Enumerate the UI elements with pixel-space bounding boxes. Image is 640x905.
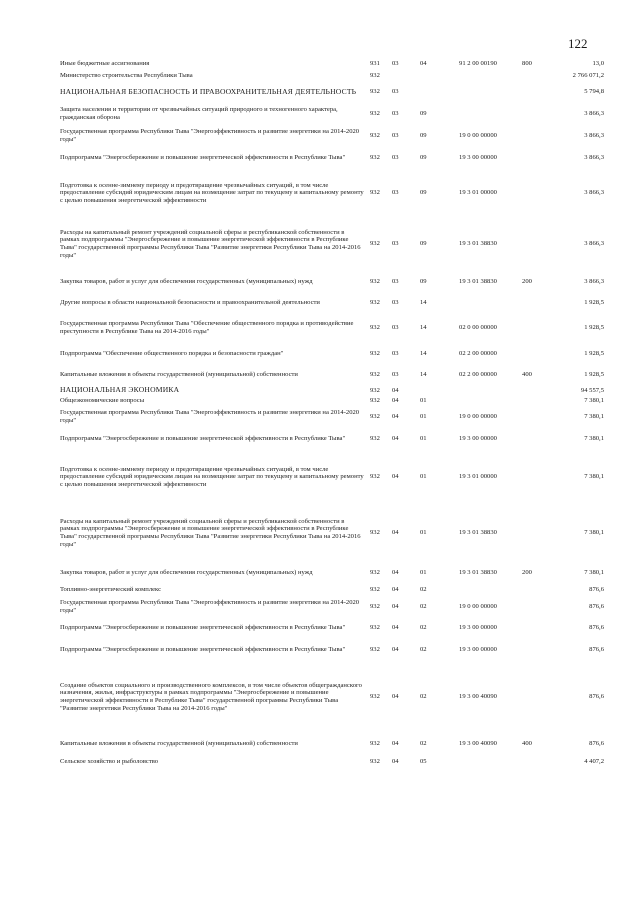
row-name-cell: Подготовка к осенне-зимнему периоду и предотвращение чрезвычайных ситуаций, в том числе предоставление субсидий юридическим лицам на возмещение затрат по текущему и капитальному ремонту с целью повышения энергетической эффективности xyxy=(60,181,364,204)
row-name-cell: Подготовка к осенне-зимнему периоду и предотвращение чрезвычайных ситуаций, в том числе предоставление субсидий юридическим лицам на возмещение затрат по текущему и капитальному ремонту с целью повышения энергетической эффективности xyxy=(60,465,364,488)
row-rz-cell: 03 xyxy=(392,110,399,118)
row-vr-cell xyxy=(512,428,542,450)
row-gr-cell: 932 xyxy=(370,569,380,577)
row-gr-cell: 932 xyxy=(370,371,380,379)
row-rz-cell: 03 xyxy=(392,324,399,332)
row-vr-cell xyxy=(512,103,542,125)
table-body xyxy=(60,58,606,768)
row-vr-cell xyxy=(512,217,542,271)
row-pr-cell: 14 xyxy=(420,324,427,332)
table-row xyxy=(60,406,606,428)
row-sum-cell: 7 380,1 xyxy=(584,435,604,443)
row-vr-cell xyxy=(512,385,542,396)
table-row xyxy=(60,103,606,125)
row-name-cell: Подпрограмма "Энергосбережение и повышение энергетической эффективности в Республике Тыва" xyxy=(60,624,346,632)
row-sum-cell: 3 866,3 xyxy=(584,278,604,286)
row-vr-cell xyxy=(512,313,542,343)
row-name-cell: Государственная программа Республики Тыва "Обеспечение общественного порядка и противодействие преступности в Республике Тыва на 2014-2016 годы" xyxy=(60,320,354,335)
row-vr-cell xyxy=(512,406,542,428)
row-csr-cell: 19 3 01 38830 xyxy=(459,529,497,537)
row-vr-cell xyxy=(512,504,542,562)
row-rz-cell: 04 xyxy=(392,693,399,701)
row-vr-cell xyxy=(512,147,542,169)
row-rz-cell: 04 xyxy=(392,603,399,611)
table-row xyxy=(60,125,606,147)
row-gr-cell: 932 xyxy=(370,189,380,197)
row-csr-cell xyxy=(444,103,512,125)
row-rz-cell: 04 xyxy=(392,758,399,766)
row-name-cell: Закупка товаров, работ и услуг для обеспечения государственных (муниципальных) нужд xyxy=(60,278,313,286)
row-gr-cell: 932 xyxy=(370,240,380,248)
row-vr-cell xyxy=(512,70,542,81)
row-sum-cell: 876,6 xyxy=(589,646,604,654)
row-csr-cell: 19 3 01 00000 xyxy=(459,473,497,481)
row-name-cell: Государственная программа Республики Тыва "Энергоэффективность и развитие энергетики на 2014-2020 годы" xyxy=(60,599,360,614)
row-csr-cell: 19 0 00 00000 xyxy=(459,132,497,140)
row-pr-cell: 01 xyxy=(420,435,427,443)
table-row xyxy=(60,618,606,638)
row-csr-cell: 02 2 00 00000 xyxy=(459,371,497,379)
row-rz-cell: 04 xyxy=(392,397,399,405)
row-pr-cell: 01 xyxy=(420,473,427,481)
row-pr-cell: 02 xyxy=(420,624,427,632)
row-sum-cell: 1 928,5 xyxy=(584,350,604,358)
table-row xyxy=(60,504,606,562)
row-sum-cell: 3 866,3 xyxy=(584,240,604,248)
row-gr-cell: 932 xyxy=(370,110,380,118)
row-pr-cell xyxy=(420,81,444,103)
row-vr-cell: 200 xyxy=(522,278,532,286)
row-csr-cell xyxy=(444,584,512,596)
row-name-cell: Подпрограмма "Энергосбережение и повышение энергетической эффективности в Республике Тыва" xyxy=(60,646,346,654)
row-name-cell: Капитальные вложения в объекты государственной (муниципальной) собственности xyxy=(60,371,298,379)
row-csr-cell: 19 3 00 40090 xyxy=(459,740,497,748)
row-csr-cell xyxy=(444,385,512,396)
row-pr-cell: 14 xyxy=(420,371,427,379)
row-name-cell: Подпрограмма "Энергосбережение и повышение энергетической эффективности в Республике Тыва" xyxy=(60,154,346,162)
row-sum-cell: 7 380,1 xyxy=(584,529,604,537)
row-vr-cell xyxy=(512,756,542,768)
row-name-cell: Другие вопросы в области национальной безопасности и правоохранительной деятельности xyxy=(60,299,320,307)
row-name-cell: Капитальные вложения в объекты государственной (муниципальной) собственности xyxy=(60,740,298,748)
row-csr-cell: 19 3 01 38830 xyxy=(459,240,497,248)
row-vr-cell xyxy=(512,638,542,662)
row-gr-cell: 932 xyxy=(370,473,380,481)
row-vr-cell xyxy=(512,343,542,365)
table-row xyxy=(60,450,606,504)
row-gr-cell: 932 xyxy=(370,646,380,654)
table-row xyxy=(60,343,606,365)
row-vr-cell: 800 xyxy=(522,60,532,68)
row-pr-cell xyxy=(420,385,444,396)
row-csr-cell xyxy=(444,81,512,103)
row-sum-cell: 876,6 xyxy=(589,586,604,594)
row-gr-cell: 932 xyxy=(370,324,380,332)
row-vr-cell: 400 xyxy=(522,740,532,748)
row-sum-cell: 13,0 xyxy=(592,60,604,68)
row-sum-cell: 7 380,1 xyxy=(584,413,604,421)
row-rz-cell: 04 xyxy=(392,473,399,481)
row-rz-cell: 03 xyxy=(392,350,399,358)
row-pr-cell: 01 xyxy=(420,413,427,421)
row-pr-cell: 02 xyxy=(420,586,427,594)
row-sum-cell: 94 557,5 xyxy=(580,386,604,394)
row-gr-cell: 932 xyxy=(370,397,380,405)
row-rz-cell: 04 xyxy=(392,435,399,443)
table-row xyxy=(60,58,606,70)
row-pr-cell: 01 xyxy=(420,569,427,577)
table-row xyxy=(60,81,606,103)
row-vr-cell xyxy=(512,618,542,638)
table-row xyxy=(60,662,606,732)
row-rz-cell: 03 xyxy=(392,88,399,96)
row-rz-cell: 04 xyxy=(392,413,399,421)
row-rz-cell: 03 xyxy=(392,278,399,286)
row-rz-cell: 03 xyxy=(392,60,399,68)
row-sum-cell: 5 794,8 xyxy=(584,88,604,96)
row-rz-cell: 03 xyxy=(392,132,399,140)
row-vr-cell xyxy=(512,293,542,313)
row-sum-cell: 7 380,1 xyxy=(584,569,604,577)
row-csr-cell: 19 3 00 00000 xyxy=(459,624,497,632)
row-name-cell: Создание объектов социального и производственного комплексов, в том числе объектов общегражданского назначения, жилья, инфраструктуры в рамках подпрограммы "Энергосбережение и повышение энергетической эффективности в Республике Тыва" государственной программы Республики Тыва "Развитие энергетики Республики Тыва на 2014-2016 годы" xyxy=(60,681,362,712)
row-sum-cell: 1 928,5 xyxy=(584,371,604,379)
row-rz-cell: 03 xyxy=(392,240,399,248)
table-row xyxy=(60,147,606,169)
row-csr-cell: 19 0 00 00000 xyxy=(459,603,497,611)
row-csr-cell: 19 3 01 00000 xyxy=(459,189,497,197)
row-name-cell: Защита населения и территории от чрезвычайных ситуаций природного и техногенного характера, гражданская оборона xyxy=(60,106,338,121)
row-name-cell: Сельское хозяйство и рыболовство xyxy=(60,758,159,766)
table-row xyxy=(60,271,606,293)
row-name-cell: Расходы на капитальный ремонт учреждений социальной сферы и республиканской собственности в рамках подпрограммы "Энергосбережение и повышение энергетической эффективности в Республике Тыва" государственной программы Республики Тыва "Развитие энергетики Республики Тыва на 2014-2016 годы" xyxy=(60,228,361,259)
table-row xyxy=(60,428,606,450)
row-gr-cell: 932 xyxy=(370,603,380,611)
row-pr-cell: 05 xyxy=(420,758,427,766)
row-name-cell: Иные бюджетные ассигнования xyxy=(60,60,150,68)
table-row xyxy=(60,638,606,662)
row-name-cell: Подпрограмма "Энергосбережение и повышение энергетической эффективности в Республике Тыва" xyxy=(60,435,346,443)
table-row xyxy=(60,756,606,768)
row-pr-cell: 01 xyxy=(420,397,427,405)
row-pr-cell: 09 xyxy=(420,132,427,140)
row-sum-cell: 876,6 xyxy=(589,740,604,748)
row-sum-cell: 3 866,3 xyxy=(584,189,604,197)
row-rz-cell: 04 xyxy=(392,740,399,748)
row-csr-cell: 91 2 00 00190 xyxy=(459,60,497,68)
table-row xyxy=(60,396,606,406)
page-number: 122 xyxy=(568,36,588,51)
row-sum-cell: 3 866,3 xyxy=(584,132,604,140)
row-sum-cell: 1 928,5 xyxy=(584,299,604,307)
row-gr-cell: 932 xyxy=(370,386,380,394)
row-pr-cell: 09 xyxy=(420,110,427,118)
row-name-cell: Государственная программа Республики Тыва "Энергоэффективность и развитие энергетики на 2014-2020 годы" xyxy=(60,409,360,424)
row-pr-cell: 02 xyxy=(420,693,427,701)
row-gr-cell: 932 xyxy=(370,350,380,358)
row-vr-cell xyxy=(512,584,542,596)
row-pr-cell: 02 xyxy=(420,603,427,611)
row-sum-cell: 1 928,5 xyxy=(584,324,604,332)
row-gr-cell: 932 xyxy=(370,132,380,140)
row-sum-cell: 2 766 071,2 xyxy=(572,71,604,79)
row-sum-cell: 876,6 xyxy=(589,693,604,701)
row-pr-cell: 09 xyxy=(420,189,427,197)
row-name-cell: Закупка товаров, работ и услуг для обеспечения государственных (муниципальных) нужд xyxy=(60,569,313,577)
row-vr-cell xyxy=(512,396,542,406)
budget-table xyxy=(60,58,606,768)
row-rz-cell: 04 xyxy=(392,646,399,654)
table-row xyxy=(60,293,606,313)
row-name-cell: НАЦИОНАЛЬНАЯ БЕЗОПАСНОСТЬ И ПРАВООХРАНИТЕЛЬНАЯ ДЕЯТЕЛЬНОСТЬ xyxy=(60,86,357,96)
row-pr-cell: 01 xyxy=(420,529,427,537)
row-rz-cell: 03 xyxy=(392,299,399,307)
row-vr-cell xyxy=(512,596,542,618)
row-csr-cell xyxy=(444,756,512,768)
table-row xyxy=(60,217,606,271)
row-gr-cell: 931 xyxy=(370,60,380,68)
table-row xyxy=(60,365,606,385)
table-row xyxy=(60,313,606,343)
row-name-cell: Государственная программа Республики Тыва "Энергоэффективность и развитие энергетики на 2014-2020 годы" xyxy=(60,128,360,143)
row-csr-cell: 19 3 01 38830 xyxy=(459,569,497,577)
row-gr-cell: 932 xyxy=(370,529,380,537)
row-sum-cell: 4 407,2 xyxy=(584,758,604,766)
row-pr-cell: 09 xyxy=(420,240,427,248)
row-sum-cell: 7 380,1 xyxy=(584,397,604,405)
row-gr-cell: 932 xyxy=(370,278,380,286)
row-rz-cell: 03 xyxy=(392,371,399,379)
row-pr-cell xyxy=(420,70,444,81)
row-csr-cell: 02 0 00 00000 xyxy=(459,324,497,332)
row-gr-cell: 932 xyxy=(370,299,380,307)
row-rz-cell: 04 xyxy=(392,569,399,577)
row-csr-cell xyxy=(444,396,512,406)
row-csr-cell xyxy=(444,70,512,81)
row-pr-cell: 14 xyxy=(420,299,427,307)
row-gr-cell: 932 xyxy=(370,71,380,79)
row-vr-cell xyxy=(512,81,542,103)
table-row xyxy=(60,596,606,618)
row-name-cell: Общеэкономические вопросы xyxy=(60,397,145,405)
row-csr-cell: 02 2 00 00000 xyxy=(459,350,497,358)
table-row xyxy=(60,70,606,81)
table-row xyxy=(60,584,606,596)
row-vr-cell: 400 xyxy=(522,371,532,379)
row-rz-cell: 04 xyxy=(392,624,399,632)
row-sum-cell: 7 380,1 xyxy=(584,473,604,481)
row-sum-cell: 3 866,3 xyxy=(584,110,604,118)
row-rz-cell: 03 xyxy=(392,154,399,162)
row-sum-cell: 3 866,3 xyxy=(584,154,604,162)
row-csr-cell: 19 3 00 00000 xyxy=(459,646,497,654)
table-row xyxy=(60,732,606,756)
row-gr-cell: 932 xyxy=(370,586,380,594)
row-csr-cell: 19 3 00 00000 xyxy=(459,435,497,443)
row-gr-cell: 932 xyxy=(370,693,380,701)
row-name-cell: НАЦИОНАЛЬНАЯ ЭКОНОМИКА xyxy=(60,385,180,395)
row-name-cell: Подпрограмма "Обеспечение общественного порядка и безопасности граждан" xyxy=(60,350,284,358)
row-csr-cell: 19 3 00 40090 xyxy=(459,693,497,701)
row-sum-cell: 876,6 xyxy=(589,603,604,611)
row-pr-cell: 14 xyxy=(420,350,427,358)
row-csr-cell: 19 3 00 00000 xyxy=(459,154,497,162)
row-gr-cell: 932 xyxy=(370,154,380,162)
row-sum-cell: 876,6 xyxy=(589,624,604,632)
row-name-cell: Министерство строительства Республики Тыва xyxy=(60,71,193,79)
row-csr-cell xyxy=(444,293,512,313)
row-gr-cell: 932 xyxy=(370,435,380,443)
row-rz-cell xyxy=(392,70,420,81)
row-gr-cell: 932 xyxy=(370,413,380,421)
row-vr-cell xyxy=(512,450,542,504)
row-pr-cell: 09 xyxy=(420,278,427,286)
row-vr-cell xyxy=(512,169,542,217)
row-name-cell: Топливно-энергетический комплекс xyxy=(60,586,162,594)
row-pr-cell: 09 xyxy=(420,154,427,162)
row-gr-cell: 932 xyxy=(370,740,380,748)
row-gr-cell: 932 xyxy=(370,624,380,632)
row-csr-cell: 19 3 01 38830 xyxy=(459,278,497,286)
row-rz-cell: 04 xyxy=(392,386,399,394)
row-name-cell: Расходы на капитальный ремонт учреждений социальной сферы и республиканской собственности в рамках подпрограммы "Энергосбережение и повышение энергетической эффективности в Республике Тыва" государственной программы Республики Тыва "Развитие энергетики Республики Тыва на 2014-2016 годы" xyxy=(60,517,361,548)
row-vr-cell xyxy=(512,125,542,147)
row-gr-cell: 932 xyxy=(370,758,380,766)
row-vr-cell: 200 xyxy=(522,569,532,577)
row-rz-cell: 03 xyxy=(392,189,399,197)
table-row xyxy=(60,169,606,217)
row-rz-cell: 04 xyxy=(392,529,399,537)
row-rz-cell: 04 xyxy=(392,586,399,594)
row-csr-cell: 19 0 00 00000 xyxy=(459,413,497,421)
row-pr-cell: 02 xyxy=(420,740,427,748)
row-pr-cell: 02 xyxy=(420,646,427,654)
table-row xyxy=(60,562,606,584)
row-gr-cell: 932 xyxy=(370,88,380,96)
table-row xyxy=(60,385,606,396)
row-vr-cell xyxy=(512,662,542,732)
row-pr-cell: 04 xyxy=(420,60,427,68)
